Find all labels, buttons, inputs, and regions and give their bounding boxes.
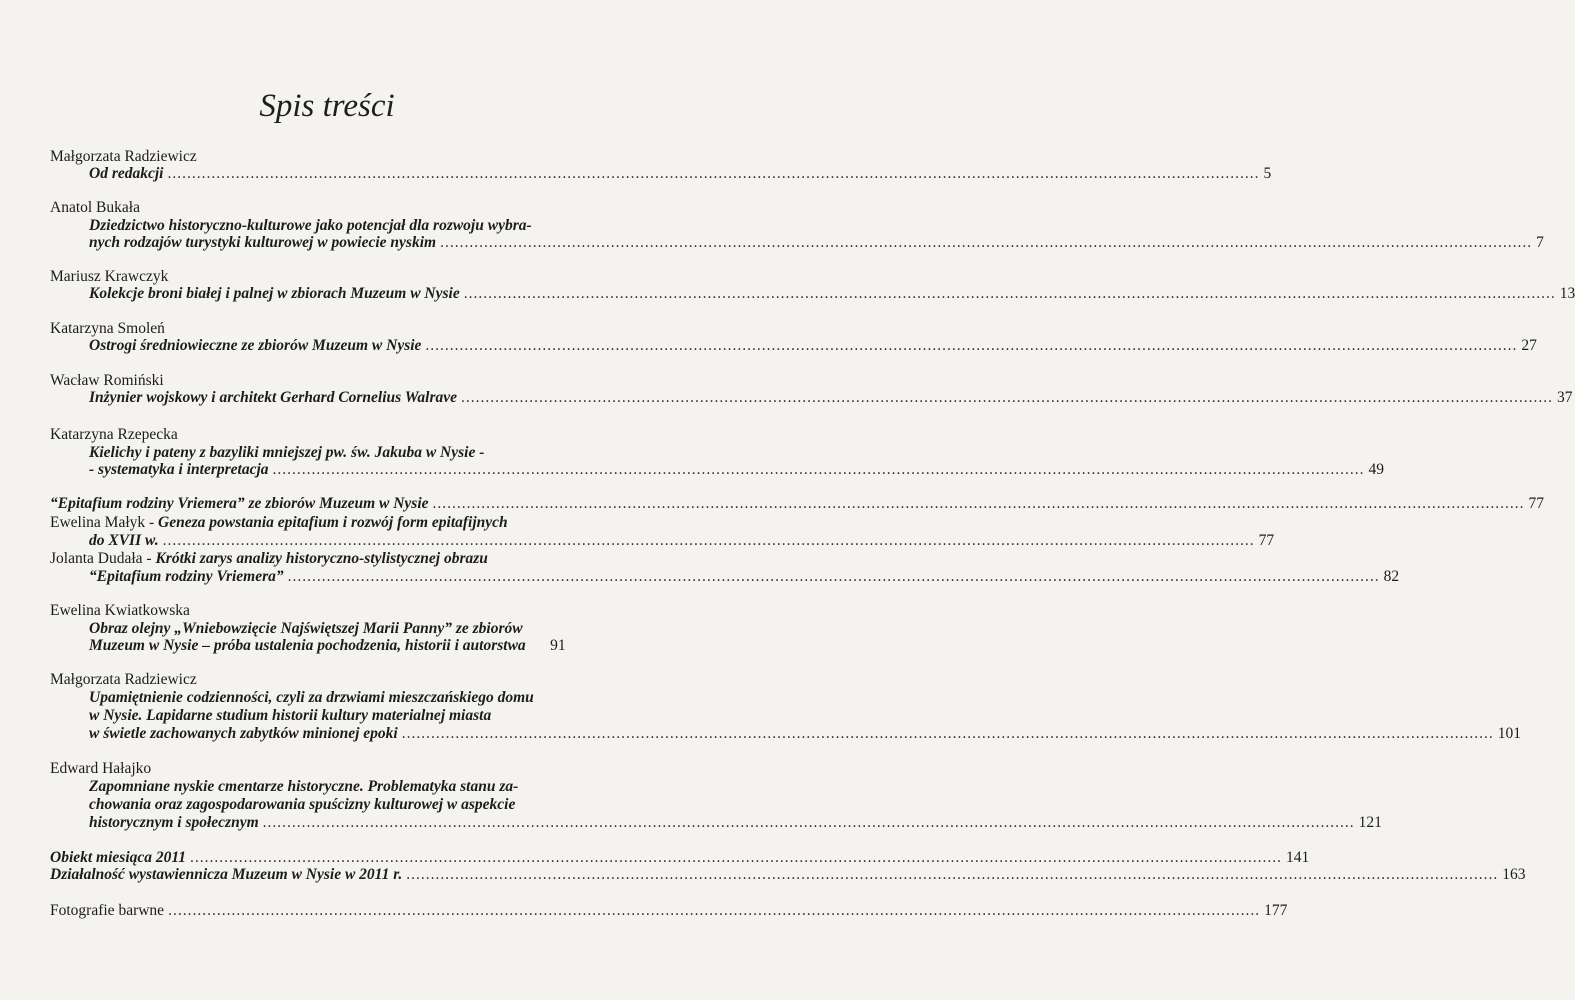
toc-entry-title: do XVII w. [89, 532, 159, 549]
page-number: 49 [1368, 461, 1385, 478]
page-number: 77 [1258, 532, 1275, 549]
toc-author: Wacław Romiński [50, 372, 164, 389]
page-number: 5 [1263, 165, 1272, 182]
toc-entry[interactable] [0, 162, 1272, 185]
toc-entry[interactable] [0, 334, 1537, 357]
toc-entry-title: Ostrogi średniowieczne ze zbiorów Muzeum w Nysie [89, 337, 422, 354]
leader-dots: ................................................................................................................................................................................................................................ [272, 461, 1365, 478]
page-number: 91 [550, 637, 566, 654]
toc-entry[interactable] [0, 282, 1575, 305]
leader-dots: ................................................................................................................................................................................................................................ [287, 568, 1380, 585]
page-number: 82 [1383, 568, 1400, 585]
toc-author: Jolanta Dudała - [50, 550, 156, 567]
toc-entry[interactable] [0, 722, 1521, 745]
leader-dots: ................................................................................................................................................................................................................................ [406, 866, 1499, 883]
toc-entry-title-line: Kielichy i pateny z bazyliki mniejszej pw. św. Jakuba w Nysie - [89, 444, 485, 461]
toc-entry-title: Od redakcji [89, 165, 164, 182]
page-number: 7 [1536, 234, 1544, 251]
toc-entry-title: Działalność wystawiennicza Muzeum w Nysie w 2011 r. [50, 866, 403, 883]
leader-dots: ................................................................................................................................................................................................................................ [262, 814, 1355, 831]
toc-entry-title: Muzeum w Nysie – próba ustalenia pochodzenia, historii i autorstwa [89, 637, 526, 654]
toc-entry-title-line: Jolanta Dudała - Krótki zarys analizy historyczno-stylistycznej obrazu [50, 550, 488, 567]
toc-author: Katarzyna Smoleń [50, 320, 165, 337]
toc-entry-title: - systematyka i interpretacja [89, 461, 269, 478]
page-number: 101 [1497, 725, 1521, 742]
toc-entry[interactable] [0, 863, 1526, 886]
toc-entry-title: historycznym i społecznym [89, 814, 259, 831]
toc-author: Ewelina Kwiatkowska [50, 602, 190, 619]
page-number: 37 [1557, 389, 1573, 406]
toc-author: Edward Hałajko [50, 760, 152, 777]
leader-dots: ................................................................................................................................................................................................................................ [401, 725, 1494, 742]
toc-entry-title: nych rodzajów turystyki kulturowej w powiecie nyskim [89, 234, 437, 251]
toc-entry-title: Kolekcje broni białej i palnej w zbiorach Muzeum w Nysie [89, 285, 460, 302]
toc-entry-title: Fotografie barwne [50, 902, 165, 919]
page-number: 27 [1521, 337, 1537, 354]
leader-dots: ................................................................................................................................................................................................................................ [440, 234, 1533, 251]
toc-entry-title-line: chowania oraz zagospodarowania spuścizny kulturowej w aspekcie [89, 796, 516, 813]
toc-entry-title-line: Ewelina Małyk - Geneza powstania epitafium i rozwój form epitafijnych [50, 514, 508, 531]
toc-author: Katarzyna Rzepecka [50, 426, 178, 443]
toc-entry[interactable] [0, 634, 654, 657]
page-number: 77 [1528, 495, 1545, 512]
toc-entry[interactable] [0, 899, 1288, 922]
toc-entry[interactable] [0, 811, 1382, 834]
leader-dots: ................................................................................................................................................................................................................................ [167, 165, 1260, 182]
page-number: 177 [1264, 902, 1288, 919]
page-number: 13 [1559, 285, 1575, 302]
leader-dots: ................................................................................................................................................................................................................................ [162, 532, 1255, 549]
toc-entry-title-line: Obraz olejny „Wniebowzięcie Najświętszej Marii Panny” ze zbiorów [89, 620, 523, 637]
toc-author: Anatol Bukała [50, 199, 140, 216]
toc-entry-title: “Epitafium rodziny Vriemera” [89, 568, 284, 585]
toc-author: Mariusz Krawczyk [50, 268, 169, 285]
leader-dots: ................................................................................................................................................................................................................................ [463, 285, 1556, 302]
toc-entry[interactable] [0, 458, 1385, 481]
toc-entry[interactable] [0, 231, 1544, 254]
toc-entry-title-line: Dziedzictwo historyczno-kulturowe jako potencjał dla rozwoju wybra- [89, 217, 532, 234]
toc-author: Ewelina Małyk - [50, 514, 159, 531]
page-title: Spis treści [259, 88, 395, 124]
toc-entry-title: Inżynier wojskowy i architekt Gerhard Cornelius Walrave [89, 389, 458, 406]
leader-dots: ................................................................................................................................................................................................................................ [432, 495, 1525, 512]
toc-entry-title-line: w Nysie. Lapidarne studium historii kultury materialnej miasta [89, 707, 492, 724]
leader-dots: ................................................................................................................................................................................................................................ [190, 849, 1283, 866]
leader-dots: ................................................................................................................................................................................................................................ [461, 389, 1554, 406]
leader-dots: ................................................................................................................................................................................................................................ [168, 902, 1261, 919]
toc-entry[interactable] [0, 565, 1400, 588]
toc-author: Małgorzata Radziewicz [50, 671, 197, 688]
page-number: 141 [1286, 849, 1310, 866]
toc-entry[interactable] [0, 386, 1573, 409]
toc-entry-title-line: Upamiętnienie codzienności, czyli za drzwiami mieszczańskiego domu [89, 689, 534, 706]
page-number: 163 [1502, 866, 1526, 883]
leader-dots: ................................................................................................................................................................................................................................ [425, 337, 1518, 354]
toc-entry-title: w świetle zachowanych zabytków minionej epoki [89, 725, 398, 742]
toc-entry-title-line: Zapomniane nyskie cmentarze historyczne. Problematyka stanu za- [89, 778, 519, 795]
toc-author: Małgorzata Radziewicz [50, 148, 197, 165]
toc-entry-title: Obiekt miesiąca 2011 [50, 849, 187, 866]
page-number: 121 [1358, 814, 1382, 831]
toc-entry-title: “Epitafium rodziny Vriemera” ze zbiorów Muzeum w Nysie [50, 495, 429, 512]
